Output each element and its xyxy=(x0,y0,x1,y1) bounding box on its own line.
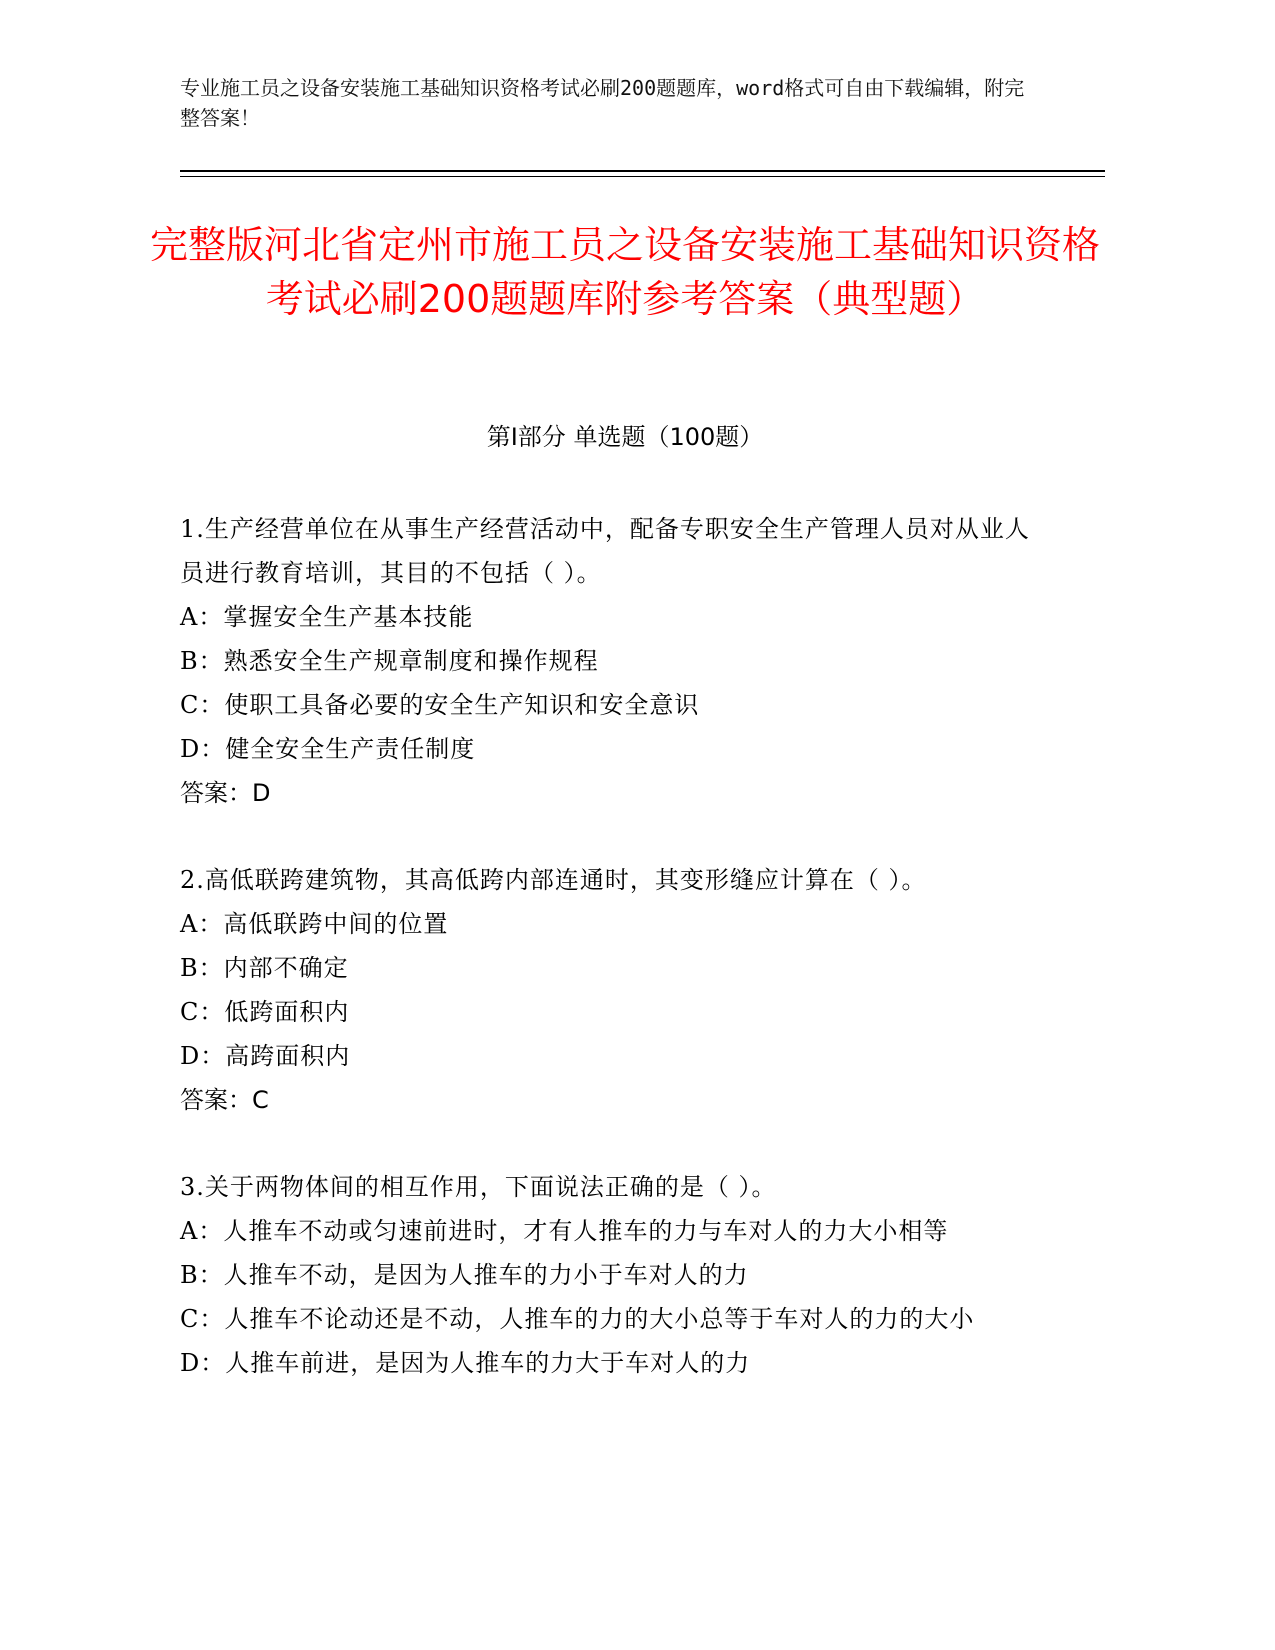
option-a: A：掌握安全生产基本技能 xyxy=(180,603,474,631)
option-a: A：人推车不动或匀速前进时，才有人推车的力与车对人的力大小相等 xyxy=(180,1217,949,1245)
option-d: D：健全安全生产责任制度 xyxy=(180,735,476,763)
option-d: D：人推车前进，是因为人推车的力大于车对人的力 xyxy=(180,1349,751,1377)
question-spacer xyxy=(180,1122,1040,1165)
answer-label: 答案：C xyxy=(180,1086,269,1114)
document-title: 完整版河北省定州市施工员之设备安装施工基础知识资格考试必刷200题题库附参考答案（典型题） xyxy=(150,223,1101,321)
question-stem: 3.关于两物体间的相互作用，下面说法正确的是（ ）。 xyxy=(180,1173,777,1201)
question-1 xyxy=(180,507,1040,815)
header-divider-thick xyxy=(180,170,1105,172)
section-heading: 第Ⅰ部分 单选题（100题） xyxy=(486,423,764,451)
question-2 xyxy=(180,858,1040,1122)
option-d: D：高跨面积内 xyxy=(180,1042,351,1070)
header-note: 专业施工员之设备安装施工基础知识资格考试必刷200题题库，word格式可自由下载编辑，附完整答案！ xyxy=(180,76,1025,130)
question-stem: 2.高低联跨建筑物，其高低跨内部连通时，其变形缝应计算在（ ）。 xyxy=(180,866,927,894)
option-b: B：内部不确定 xyxy=(180,954,349,982)
question-spacer xyxy=(180,815,1040,858)
question-3 xyxy=(180,1165,1040,1385)
question-list xyxy=(180,507,1040,1385)
header-divider-thin xyxy=(180,176,1105,177)
option-c: C：低跨面积内 xyxy=(180,998,350,1026)
answer-label: 答案：D xyxy=(180,779,271,807)
option-c: C：人推车不论动还是不动，人推车的力的大小总等于车对人的力的大小 xyxy=(180,1305,975,1333)
option-c: C：使职工具备必要的安全生产知识和安全意识 xyxy=(180,691,700,719)
question-stem: 1.生产经营单位在从事生产经营活动中，配备专职安全生产管理人员对从业人员进行教育培训，其目的不包括（ ）。 xyxy=(180,515,1030,587)
option-a: A：高低联跨中间的位置 xyxy=(180,910,449,938)
option-b: B：熟悉安全生产规章制度和操作规程 xyxy=(180,647,599,675)
option-b: B：人推车不动，是因为人推车的力小于车对人的力 xyxy=(180,1261,749,1289)
